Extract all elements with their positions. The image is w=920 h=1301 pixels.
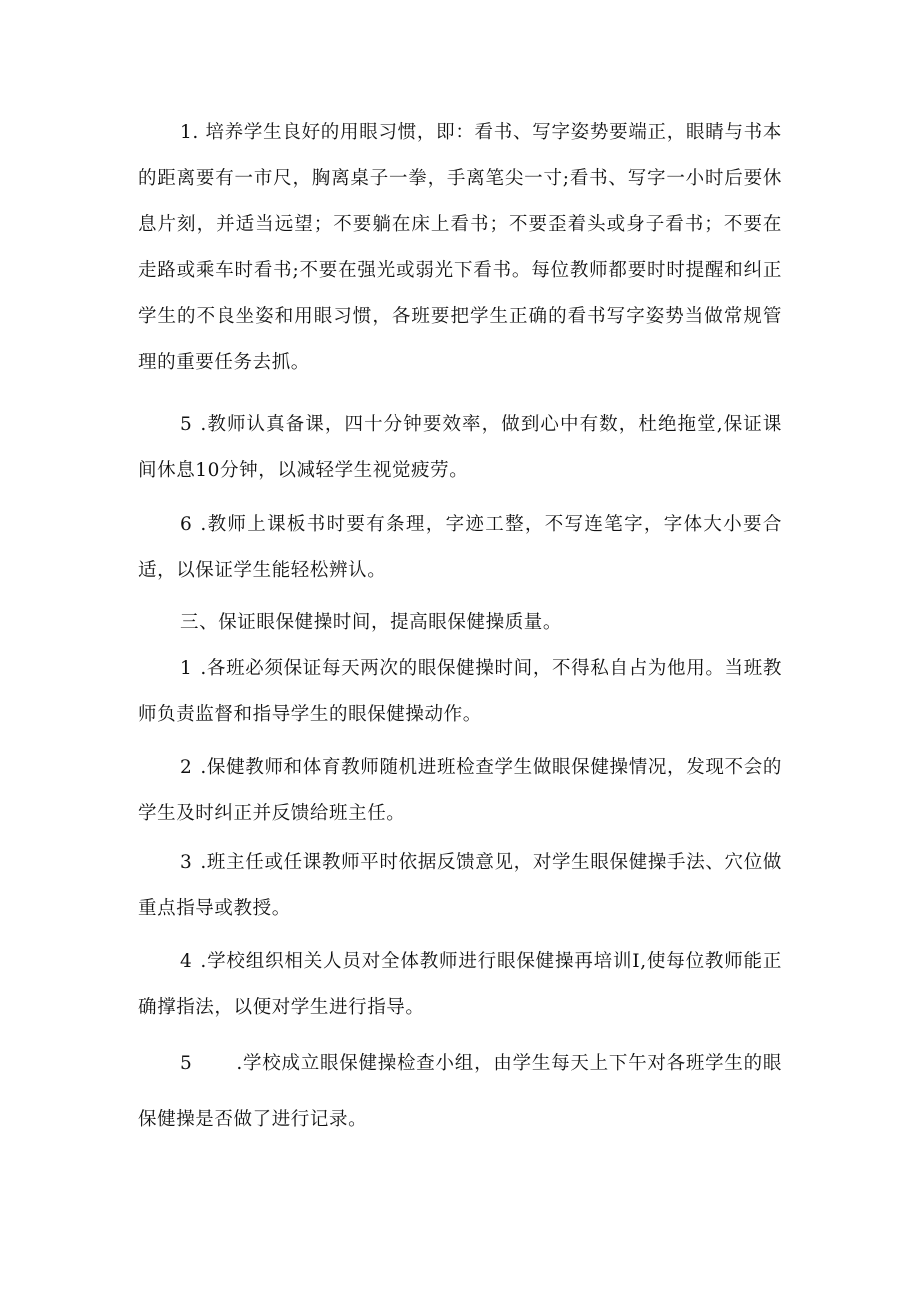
- paragraph-item-5-lesson-prep: [138, 402, 782, 494]
- paragraph-text: .教师上课板书时要有条理，字迹工整，不写连笔字，字体大小要合适，以保证学生能轻松辨认。: [138, 514, 782, 581]
- paragraph-text: 1. 培养学生良好的用眼习惯，即：看书、写字姿势要端正，眼睛与书本的距离要有一市尺，胸离桌子一拳，手离笔尖一寸;看书、写字一小时后要休息片刻，并适当远望；不要躺在床上看书；不要歪着头或身子看书；不要在走路或乘车时看书;不要在强光或弱光下看书。每位教师都要时时提醒和纠正学生的不良坐姿和用眼习惯，各班要把学生正确的看书写字姿势当做常规管理的重要任务去抓。: [138, 122, 782, 373]
- paragraph-text: .学校成立眼保健操检查小组，由学生每天上下午对各班学生的眼保健操是否做了进行记录。: [138, 1053, 782, 1130]
- paragraph-text: .保健教师和体育教师随机进班检查学生做眼保健操情况，发现不会的学生及时纠正并反馈给班主任。: [138, 757, 782, 824]
- item-number: 2: [180, 757, 193, 778]
- paragraph-item-3-guidance: [138, 840, 782, 932]
- item-number: 6: [180, 514, 193, 535]
- paragraph-text: .教师认真备课，四十分钟要效率，做到心中有数，杜绝拖堂,保证课间休息10分钟，以减轻学生视觉疲劳。: [138, 414, 782, 481]
- paragraph-item-2-inspection: [138, 745, 782, 837]
- paragraph-text: .班主任或任课教师平时依据反馈意见，对学生眼保健操手法、穴位做重点指导或教授。: [138, 852, 782, 919]
- item-number: 1: [180, 658, 193, 679]
- paragraph-text: .学校组织相关人员对全体教师进行眼保健操再培训I,使每位教师能正确撑指法，以便对学生进行指导。: [138, 951, 782, 1018]
- paragraph-eye-habits: [138, 110, 782, 386]
- item-number: 5: [180, 414, 193, 435]
- item-number: 4: [180, 951, 193, 972]
- paragraph-item-1-exercise-time: [138, 646, 782, 738]
- item-number: 5: [180, 1053, 193, 1074]
- paragraph-text: .各班必须保证每天两次的眼保健操时间，不得私自占为他用。当班教师负责监督和指导学生的眼保健操动作。: [138, 658, 782, 725]
- heading-text: 三、保证眼保健操时间，提高眼保健操质量。: [180, 612, 563, 633]
- paragraph-item-4-training: [138, 939, 782, 1031]
- paragraph-item-5-check-group: [138, 1036, 782, 1148]
- section-heading-three: [138, 600, 782, 646]
- paragraph-item-6-blackboard: [138, 502, 782, 594]
- item-number: 3: [180, 852, 193, 873]
